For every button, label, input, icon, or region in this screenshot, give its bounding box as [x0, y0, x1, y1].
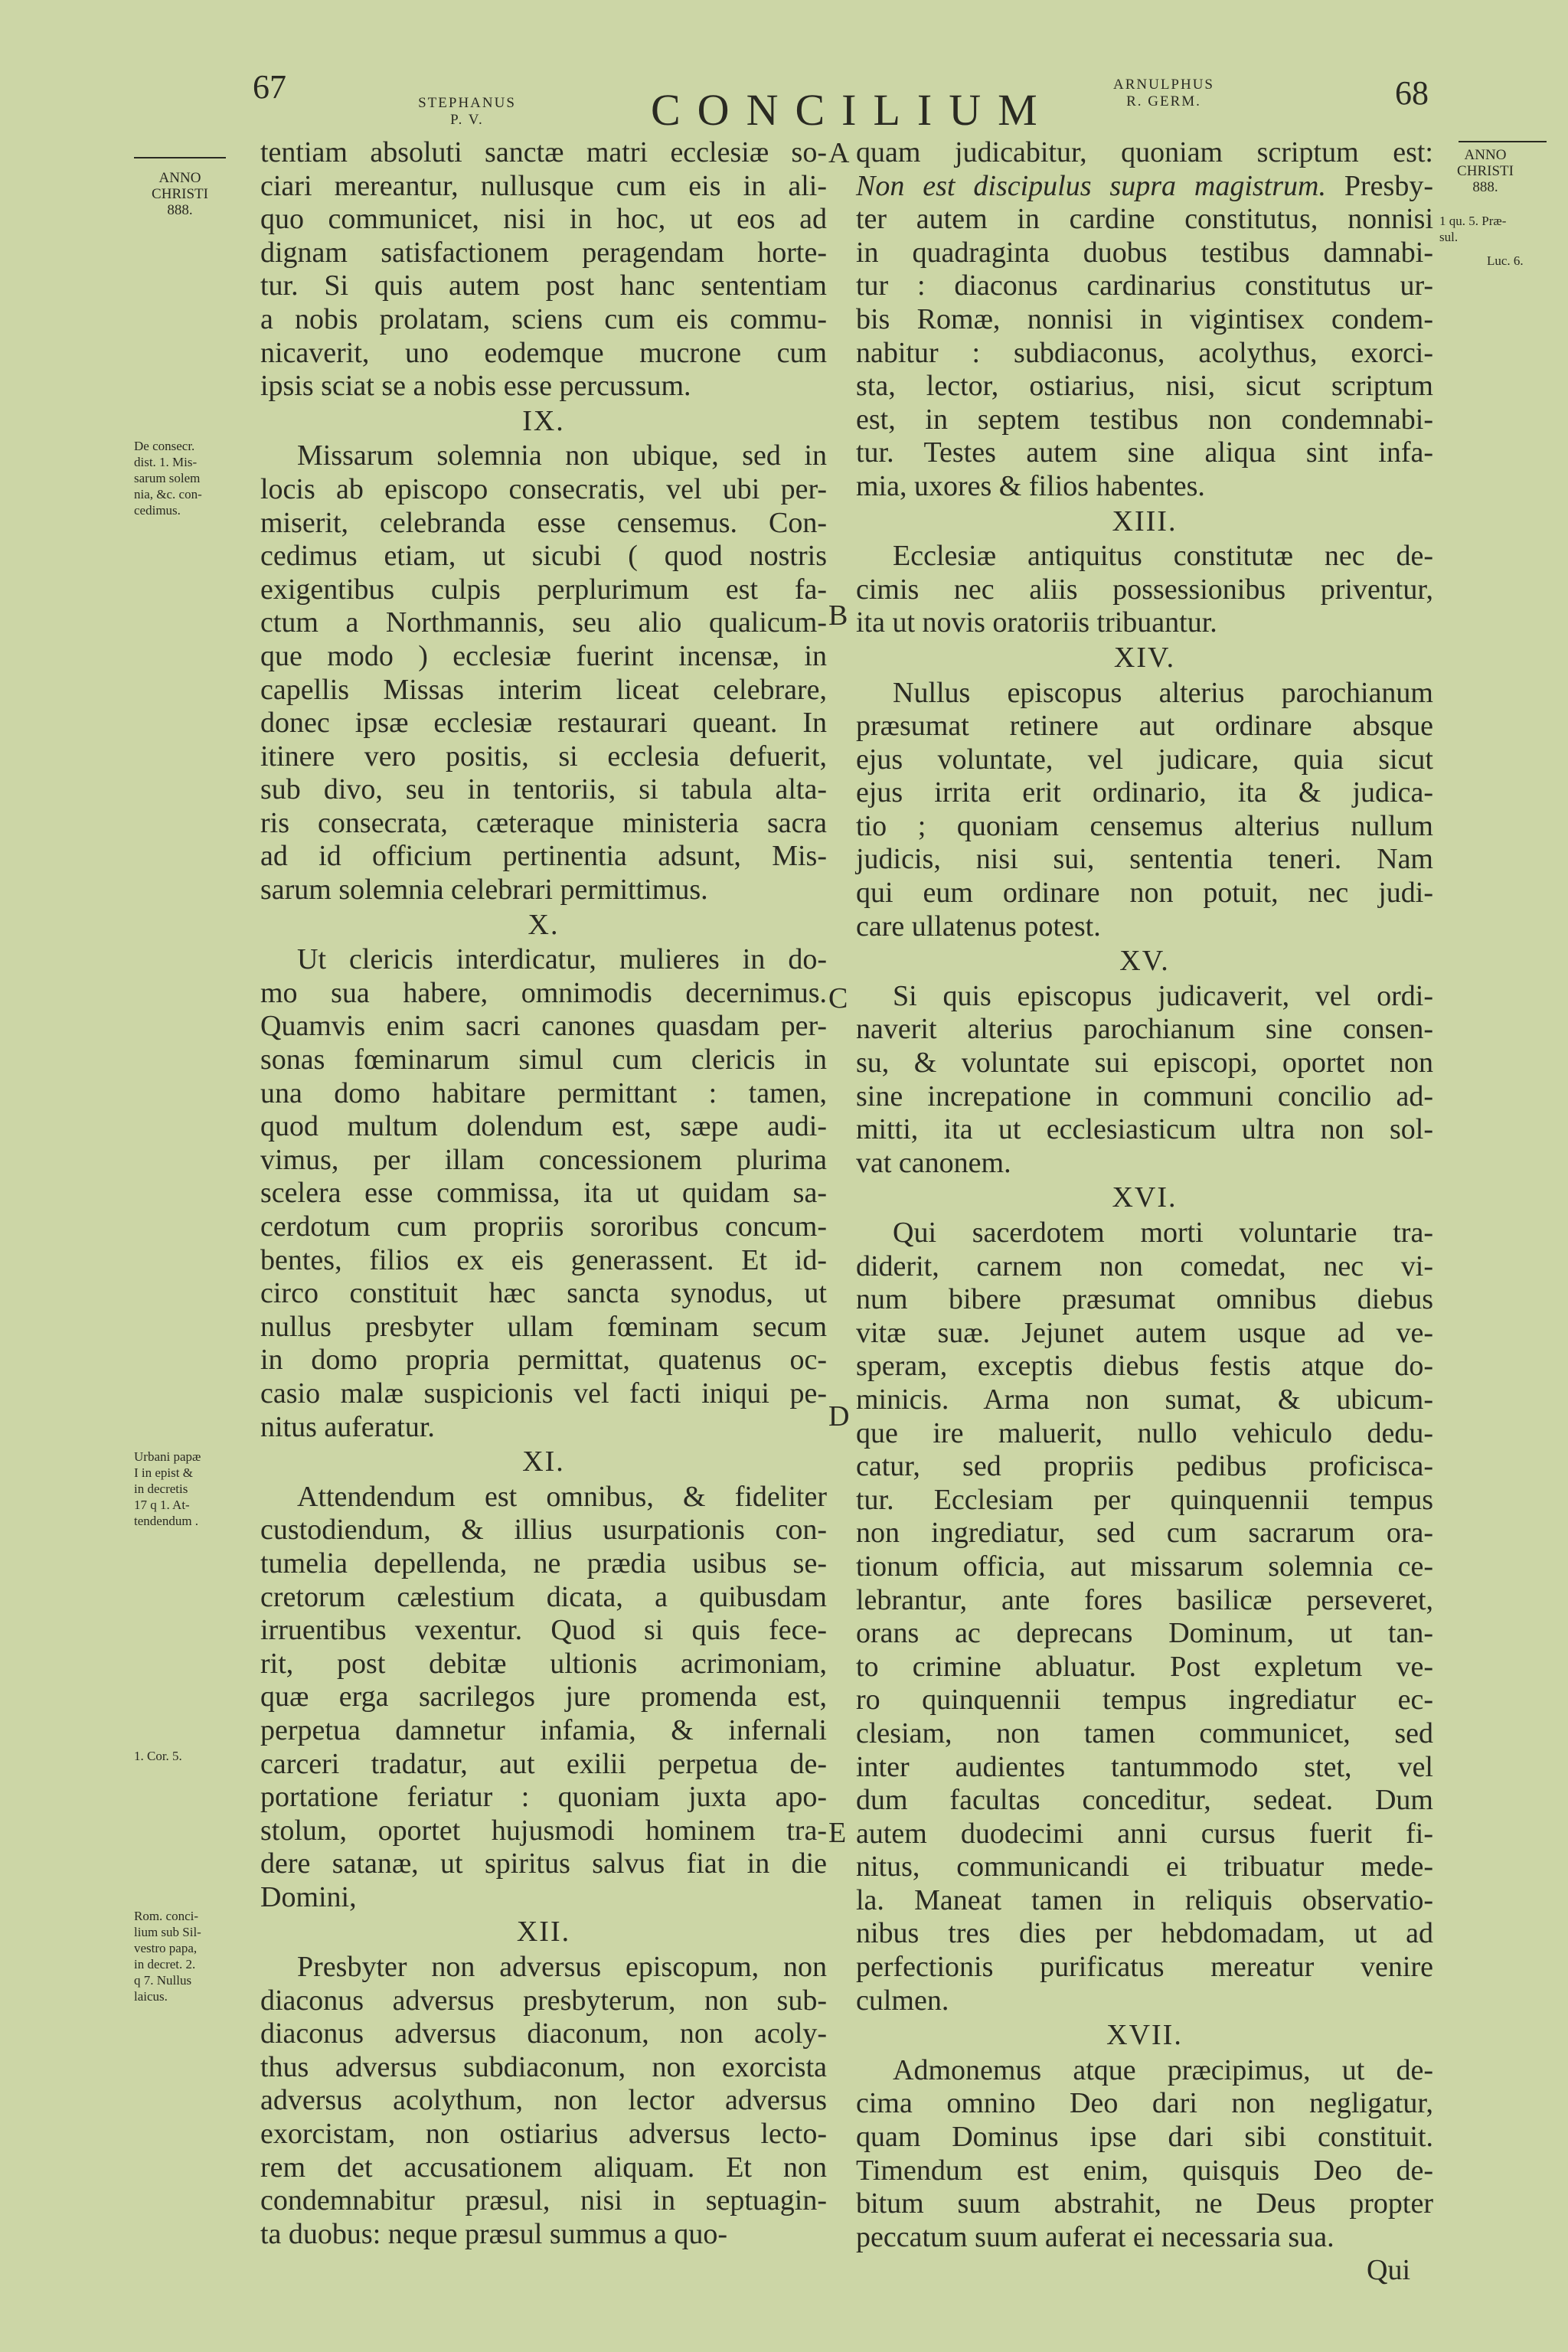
text-line: Non est discipulus supra magistrum. Presby- — [856, 169, 1433, 202]
text-line: Ut clericis interdicatur, mulieres in do- — [297, 943, 827, 976]
text-line: quod multum dolendum est, sæpe audi- — [260, 1110, 827, 1143]
text-line: donec ipsæ ecclesiæ restaurari queant. In — [260, 707, 827, 740]
paragraph-xv — [856, 980, 1433, 1181]
text-line: quam Dominus ipse dari sibi constituit. — [856, 2121, 1433, 2154]
note-line: 17 q 1. At- — [134, 1498, 190, 1512]
note-line: Urbani papæ — [134, 1449, 201, 1464]
text-line: que modo ) ecclesiæ fuerint incensæ, in — [260, 639, 827, 672]
text-line: vitæ suæ. Jejunet autem usque ad ve- — [856, 1316, 1433, 1349]
text-line: itinere vero positis, si ecclesia defuerit, — [260, 740, 827, 773]
paragraph-xiii — [856, 540, 1433, 640]
running-head-right — [1087, 77, 1240, 110]
text-line: orans ac deprecans Dominum, ut tan- — [856, 1617, 1433, 1650]
section-letter-b: B — [828, 599, 848, 632]
text-line: exigentibus culpis perplurimum est fa- — [260, 573, 827, 606]
text-line: capellis Missas interim liceat celebrare, — [260, 673, 827, 706]
text-line: sub divo, seu in tentoriis, si tabula alta- — [260, 773, 827, 806]
section-letter-d: D — [828, 1400, 850, 1432]
text-line: nitus auferatur. — [260, 1410, 435, 1443]
text-line: tur. Ecclesiam per quinquennii tempus — [856, 1483, 1433, 1516]
note-line: Rom. conci- — [134, 1909, 199, 1923]
text-line: la. Maneat tamen in reliquis observatio- — [856, 1883, 1433, 1916]
text-line: Nullus episcopus alterius parochianum — [893, 676, 1433, 709]
chapter-heading-xv: XV. — [1119, 945, 1170, 978]
note-line: tendendum . — [134, 1514, 199, 1528]
chapter-heading-ix: IX. — [522, 404, 565, 437]
margin-rule-left — [134, 157, 226, 158]
note-qu-praes — [1439, 213, 1531, 245]
note-line: dist. 1. Mis- — [134, 455, 198, 469]
text-line: Presbyter non adversus episcopum, non — [297, 1951, 827, 1984]
text-line: diderit, carnem non comedat, nec vi- — [856, 1250, 1433, 1282]
text-line: tur. Testes autem sine aliqua sint infa- — [856, 436, 1433, 469]
running-head-left-line1: STEPHANUS — [418, 95, 516, 111]
text-line: circo constituit hæc sancta synodus, ut — [260, 1277, 827, 1310]
text-line: mia, uxores & filios habentes. — [856, 469, 1205, 502]
text-line: Si quis episcopus judicaverit, vel ordi- — [893, 979, 1433, 1012]
text-line: custodiendum, & illius usurpationis con- — [260, 1514, 827, 1547]
text-line: vat canonem. — [856, 1146, 1011, 1179]
text-line: Missarum solemnia non ubique, sed in — [297, 439, 827, 472]
anno-christi-left — [134, 170, 226, 218]
text-line: miserit, celebranda esse censemus. Con- — [260, 506, 827, 539]
text-line: cretorum cælestium dicata, a quibusdam — [260, 1580, 827, 1613]
text-line: nitus, communicandi ei tribuatur mede- — [856, 1851, 1433, 1883]
chapter-heading-xvi: XVI. — [1112, 1181, 1178, 1214]
text-line: Domini, — [260, 1880, 357, 1913]
note-line: in decret. 2. — [134, 1957, 196, 1971]
anno-right-line2: CHRISTI — [1457, 163, 1514, 179]
text-line: exorcistam, non ostiarius adversus lecto- — [260, 2118, 827, 2151]
text-line: inter audientes tantummodo stet, vel — [856, 1750, 1433, 1783]
text-line: locis ab episcopo consecratis, vel ubi per- — [260, 472, 827, 505]
paragraph-continued — [260, 136, 827, 403]
page-number-right: 68 — [1395, 74, 1429, 112]
text-line: diaconus adversus presbyterum, non sub- — [260, 1984, 827, 2017]
note-rom — [134, 1908, 234, 2004]
chapter-heading-xiii: XIII. — [1112, 505, 1178, 537]
text-line: naverit alterius parochianum sine consen- — [856, 1013, 1433, 1046]
text-line: ciari mereantur, nullusque cum eis in ali- — [260, 169, 827, 202]
anno-left-line3: 888. — [167, 202, 193, 218]
text-line: dum facultas conceditur, sedeat. Dum — [856, 1784, 1433, 1817]
paragraph-xvi — [856, 1217, 1433, 2017]
text-line: Admonemus atque præcipimus, ut de- — [893, 2053, 1433, 2086]
paragraph-xii — [260, 1951, 827, 2251]
paragraph-ix — [260, 439, 827, 906]
text-line: care ullatenus potest. — [856, 910, 1101, 942]
text-line: una domo habitare permittant : tamen, — [260, 1076, 827, 1109]
note-line: vestro papa, — [134, 1941, 198, 1955]
text-line: clesiam, non tamen communicet, sed — [856, 1717, 1433, 1749]
catchword: Qui — [1367, 2254, 1410, 2287]
text-line: speram, exceptis diebus festis atque do- — [856, 1350, 1433, 1383]
text-line: sarum solemnia celebrari permittimus. — [260, 874, 708, 906]
text-line: nicaverit, uno eodemque mucrone cum — [260, 336, 827, 369]
note-line: q 7. Nullus — [134, 1973, 192, 1988]
right-text-column — [856, 136, 1433, 2288]
note-urbani — [134, 1449, 234, 1529]
text-line: rit, post debitæ ultionis acrimoniam, — [260, 1647, 827, 1680]
text-line: quam judicabitur, quoniam scriptum est: — [856, 136, 1433, 168]
text-line: bentes, filios ex eis generassent. Et id- — [260, 1243, 827, 1276]
paragraph-continued-right — [856, 136, 1433, 504]
note-line: 1 qu. 5. Præ- — [1439, 214, 1507, 228]
text-line: ta duobus: neque præsul summus a quo- — [260, 2217, 728, 2250]
text-line: vimus, per illam concessionem plurima — [260, 1143, 827, 1176]
text-line: scelera esse commissa, ita ut quidam sa- — [260, 1177, 827, 1210]
text-line: peccatum suum auferat ei necessaria sua. — [856, 2220, 1334, 2253]
text-line: cimis nec aliis possessionibus priventur, — [856, 573, 1433, 606]
text-line: judicis, nisi sui, sententia teneri. Nam — [856, 843, 1433, 876]
anno-left-line2: CHRISTI — [152, 186, 208, 202]
text-line: præsumat retinere aut ordinare absque — [856, 710, 1433, 743]
note-line: sul. — [1439, 230, 1459, 244]
section-letter-c: C — [828, 982, 848, 1014]
section-letter-a: A — [828, 137, 850, 169]
text-line: ctum a Northmannis, seu alio qualicum- — [260, 606, 827, 639]
note-line: De consecr. — [134, 439, 195, 453]
text-line: condemnabitur præsul, nisi in septuagin- — [260, 2184, 827, 2217]
text-line: su, & voluntate sui episcopi, oportet non — [856, 1047, 1433, 1080]
text-line: to crimine abluatur. Post expletum ve- — [856, 1650, 1433, 1683]
paragraph-xiv — [856, 677, 1433, 944]
text-line: ejus voluntate, vel judicare, quia sicut — [856, 743, 1433, 776]
text-line: sine increpatione in communi concilio ad- — [856, 1080, 1433, 1112]
text-line: num bibere præsumat omnibus diebus — [856, 1283, 1433, 1316]
text-line: Qui sacerdotem morti voluntarie tra- — [893, 1217, 1433, 1249]
text-line: catur, sed propriis pedibus proficisca- — [856, 1450, 1433, 1483]
text-line: que ire maluerit, nullo vehiculo dedu- — [856, 1416, 1433, 1449]
text-line: sta, lector, ostiarius, nisi, sicut scriptum — [856, 370, 1433, 403]
chapter-heading-xii: XII. — [516, 1916, 571, 1949]
text-line: Ecclesiæ antiquitus constitutæ nec de- — [893, 540, 1433, 573]
text-line: a nobis prolatam, sciens cum eis commu- — [260, 302, 827, 335]
anno-right-line3: 888. — [1472, 179, 1498, 195]
text-line: adversus acolythum, non lector adversus — [260, 2084, 827, 2117]
text-line: tionum officia, aut missarum solemnia ce- — [856, 1550, 1433, 1583]
text-line: in domo propria permittat, quatenus oc- — [260, 1344, 827, 1377]
anno-christi-right — [1439, 147, 1531, 195]
page-title: CONCILIUM — [651, 85, 1054, 135]
text-line: in quadraginta duobus testibus damnabi- — [856, 236, 1433, 269]
text-line: tentiam absoluti sanctæ matri ecclesiæ so- — [260, 136, 827, 168]
text-line: quæ erga sacrilegos jure promenda est, — [260, 1681, 827, 1713]
text-line: irruentibus vexentur. Quod si quis fece- — [260, 1614, 827, 1647]
note-line: nia, &c. con- — [134, 487, 202, 501]
note-line: laicus. — [134, 1989, 168, 2004]
running-head-right-line2: R. GERM. — [1126, 93, 1201, 109]
text-line: stolum, oportet hujusmodi hominem tra- — [260, 1814, 827, 1847]
text-line: ro quinquennii tempus ingrediatur ec- — [856, 1684, 1433, 1717]
margin-rule-right — [1459, 141, 1547, 142]
text-line: dere satanæ, ut spiritus salvus fiat in die — [260, 1847, 827, 1880]
text-line: culmen. — [856, 1984, 949, 2017]
text-line: sonas fœminarum simul cum clericis in — [260, 1044, 827, 1076]
anno-right-line1: ANNO — [1464, 147, 1507, 163]
text-line: ita ut novis oratoriis tribuantur. — [856, 606, 1217, 639]
note-cor: 1. Cor. 5. — [134, 1749, 182, 1763]
text-line: minicis. Arma non sumat, & ubicum- — [856, 1383, 1433, 1416]
note-luc: Luc. 6. — [1487, 253, 1524, 268]
note-line: cedimus. — [134, 503, 181, 518]
text-line: perpetua damnetur infamia, & infernali — [260, 1713, 827, 1746]
text-line: nibus tres dies per hebdomadam, ut ad — [856, 1917, 1433, 1950]
note-line: lium sub Sil- — [134, 1925, 201, 1939]
section-letter-e: E — [828, 1817, 847, 1849]
text-line: Timendum est enim, quisquis Deo de- — [856, 2154, 1433, 2187]
chapter-heading-x: X. — [528, 908, 560, 941]
anno-left-line1: ANNO — [158, 170, 201, 186]
left-text-column — [260, 136, 827, 2251]
text-line: Attendendum est omnibus, & fideliter — [297, 1480, 827, 1513]
text-line: lebrantur, ante fores basilicæ perseveret, — [856, 1583, 1433, 1616]
text-line: thus adversus subdiaconum, non exorcista — [260, 2050, 827, 2083]
text-line: mitti, ita ut ecclesiasticum ultra non sol- — [856, 1113, 1433, 1146]
running-head-right-line1: ARNULPHUS — [1112, 77, 1215, 93]
text-line: rem det accusationem aliquam. Et non — [260, 2151, 827, 2184]
text-line: tur : diaconus cardinarius constitutus ur- — [856, 270, 1433, 302]
text-line: cerdotum cum propriis sororibus concum- — [260, 1210, 827, 1243]
text-line: bis Romæ, nonnisi in vigintisex condem- — [856, 302, 1433, 335]
text-line: tur. Si quis autem post hanc sententiam — [260, 270, 827, 302]
text-line: ad id officium pertinentia adsunt, Mis- — [260, 840, 827, 873]
text-line: ter autem in cardine constitutus, nonnisi — [856, 203, 1433, 236]
text-line: diaconus adversus diaconum, non acoly- — [260, 2017, 827, 2050]
text-line: nabitur : subdiaconus, acolythus, exorci- — [856, 336, 1433, 369]
note-de-consecr — [134, 438, 234, 518]
text-line: ejus irrita erit ordinario, ita & judica- — [856, 776, 1433, 809]
running-head-left-line2: P. V. — [450, 112, 484, 128]
text-line: ipsis sciat se a nobis esse percussum. — [260, 370, 691, 403]
text-line: portatione feriatur : quoniam juxta apo- — [260, 1781, 827, 1814]
text-line: autem duodecimi anni cursus fuerit fi- — [856, 1817, 1433, 1850]
text-line: carceri tradatur, aut exilii perpetua de- — [260, 1747, 827, 1780]
text-line: tumelia depellenda, ne prædia usibus se- — [260, 1547, 827, 1579]
text-line: ris consecrata, cæteraque ministeria sacra — [260, 806, 827, 839]
page-number-left: 67 — [253, 68, 286, 106]
paragraph-xi — [260, 1481, 827, 1915]
text-line: non ingrediatur, sed cum sacrarum ora- — [856, 1517, 1433, 1550]
text-line: tio ; quoniam censemus alterius nullum — [856, 809, 1433, 842]
text-line: casio malæ suspicionis vel facti iniqui pe- — [260, 1377, 827, 1410]
note-line: in decretis — [134, 1481, 188, 1496]
text-line: bitum suum abstrahit, ne Deus propter — [856, 2187, 1433, 2220]
paragraph-xvii — [856, 2054, 1433, 2255]
chapter-heading-xvii: XVII. — [1106, 2019, 1183, 2052]
text-line: dignam satisfactionem peragendam horte- — [260, 236, 827, 269]
note-line: I in epist & — [134, 1465, 193, 1480]
text-line: Quamvis enim sacri canones quasdam per- — [260, 1010, 827, 1043]
text-line: cedimus etiam, ut sicubi ( quod nostris — [260, 540, 827, 573]
note-line: sarum solem — [134, 471, 201, 485]
text-line: perfectionis purificatus mereatur venire — [856, 1951, 1433, 1984]
text-line: mo sua habere, omnimodis decernimus. — [260, 976, 827, 1009]
text-line: nullus presbyter ullam fœminam secum — [260, 1310, 827, 1343]
chapter-heading-xiv: XIV. — [1113, 641, 1176, 674]
text-line: quo communicet, nisi in hoc, ut eos ad — [260, 203, 827, 236]
chapter-heading-xi: XI. — [522, 1446, 565, 1478]
paragraph-x — [260, 943, 827, 1444]
text-line: qui eum ordinare non potuit, nec judi- — [856, 877, 1433, 910]
text-line: est, in septem testibus non condemnabi- — [856, 403, 1433, 436]
running-head-left — [406, 95, 528, 129]
text-line: cima omnino Deo dari non negligatur, — [856, 2087, 1433, 2120]
